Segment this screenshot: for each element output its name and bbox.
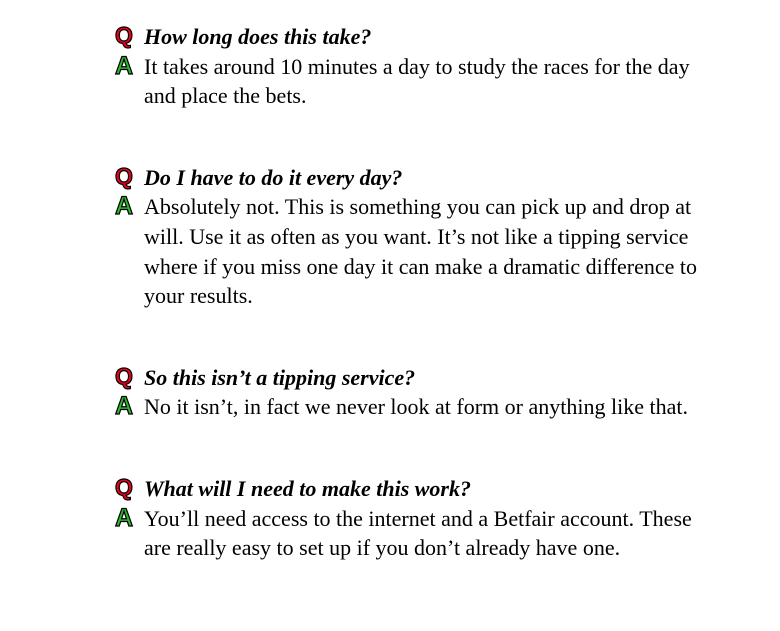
answer-row (112, 504, 712, 563)
question-text: How long does this take? (144, 24, 372, 49)
svg-text:Q: Q (115, 473, 133, 500)
answer-badge-icon (112, 51, 136, 80)
question-text: So this isn’t a tipping service? (144, 364, 416, 390)
answer-badge-icon (112, 503, 136, 532)
svg-text:Q: Q (115, 362, 133, 389)
answer-text: It takes around 10 minutes a day to study the races for the day and place the bets. (144, 53, 690, 109)
faq-item (112, 474, 712, 563)
question-text: What will I need to make this work? (144, 475, 471, 501)
question-row (112, 22, 712, 52)
question-row (112, 363, 712, 393)
answer-text: No it isn’t, in fact we never look at form or anything like that. (144, 394, 688, 420)
answer-badge-icon (112, 192, 136, 221)
answer-badge-icon (112, 392, 136, 421)
question-badge-icon (112, 364, 136, 388)
svg-text:Q: Q (115, 162, 133, 189)
faq-item (112, 22, 712, 111)
answer-text: You’ll need access to the internet and a Betfair account. These are really easy to set up if you don’t already have one. (144, 505, 692, 561)
faq-item (112, 163, 712, 311)
svg-text:A: A (114, 392, 134, 421)
question-badge-icon (112, 23, 136, 47)
faq-item (112, 363, 712, 422)
svg-text:A: A (114, 51, 134, 80)
answer-row (112, 192, 712, 310)
svg-text:A: A (114, 192, 134, 221)
question-badge-icon (112, 475, 136, 499)
question-row (112, 474, 712, 504)
answer-row (112, 392, 712, 422)
answer-text: Absolutely not. This is something you can pick up and drop at will. Use it as often as you want. It’s not like a tipping service where if you miss one day it can make a dramatic difference to your results. (144, 194, 698, 309)
question-row (112, 163, 712, 193)
answer-row (112, 52, 712, 111)
svg-text:Q: Q (115, 22, 133, 48)
faq-list (112, 22, 712, 563)
question-badge-icon (112, 164, 136, 188)
svg-text:A: A (114, 503, 134, 532)
question-text: Do I have to do it every day? (144, 164, 403, 190)
